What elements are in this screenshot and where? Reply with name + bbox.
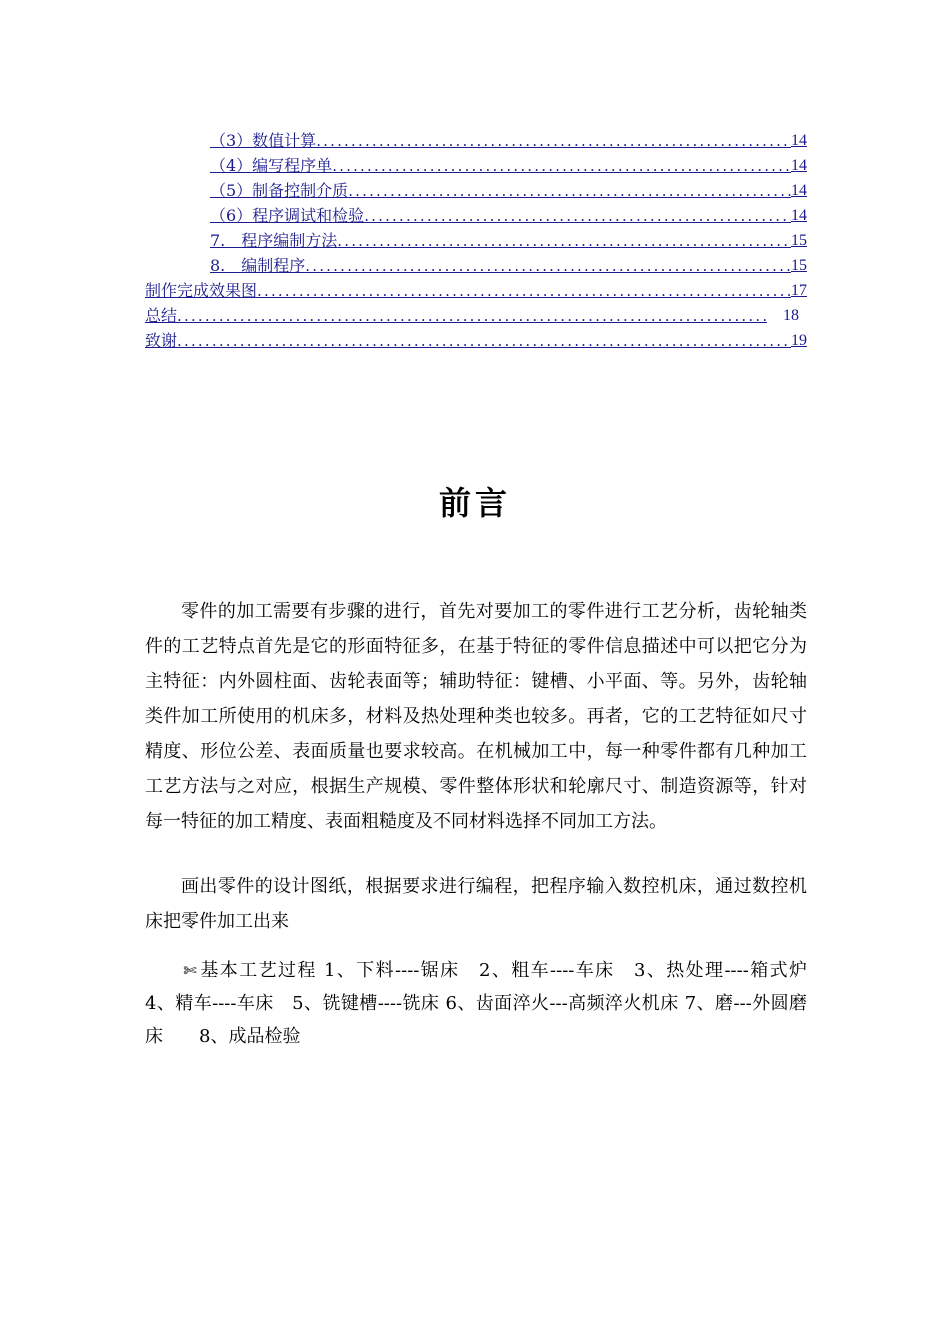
toc-page[interactable]: 14: [791, 157, 807, 174]
toc-page[interactable]: 17: [791, 282, 807, 299]
toc-title[interactable]: 总结: [145, 306, 178, 325]
paragraph: 零件的加工需要有步骤的进行，首先对要加工的零件进行工艺分析，齿轮轴类件的工艺特点首先是它的形面特征多，在基于特征的零件信息描述中可以把它分为主特征：内外圆柱面、齿轮表面等；辅助特征：键槽、小平面、等。另外，齿轮轴类件加工所使用的机床多，材料及热处理种类也较多。再者，它的工艺特征如尺寸精度、形位公差、表面质量也要求较高。在机械加工中，每一种零件都有几种加工工艺方法与之对应，根据生产规模、零件整体形状和轮廓尺寸、制造资源等，针对每一特征的加工精度、表面粗糙度及不同材料选择不同加工方法。: [145, 601, 807, 832]
toc-page[interactable]: 14: [791, 132, 807, 149]
toc-entry[interactable]: [210, 126, 807, 151]
toc-leader: [337, 231, 791, 251]
process-text: 基本工艺过程 1、下料----锯床 2、粗车----车床 3、热处理----箱式炉 4、精车----车床 5、铣键槽----铣床 6、齿面淬火---高频淬火机床 7、磨---外圆磨床 8、成品检验: [145, 960, 825, 1047]
toc-title[interactable]: 8. 编制程序: [210, 256, 306, 275]
toc-leader: [332, 156, 791, 176]
toc-leader: [364, 206, 791, 226]
toc-page[interactable]: 14: [791, 207, 807, 224]
toc-page[interactable]: 15: [791, 232, 807, 249]
toc-leader: [316, 131, 791, 151]
toc-page[interactable]: 19: [791, 332, 807, 349]
toc-title[interactable]: （3）数值计算: [210, 131, 317, 150]
toc-page[interactable]: 14: [791, 182, 807, 199]
toc-leader: [257, 281, 791, 301]
process-paragraph: [145, 954, 825, 1053]
toc-page[interactable]: 18: [783, 307, 799, 324]
toc-entry[interactable]: [145, 326, 807, 351]
toc-entry[interactable]: [145, 276, 807, 301]
toc-entry[interactable]: [210, 151, 807, 176]
paragraph: 画出零件的设计图纸，根据要求进行编程，把程序输入数控机床，通过数控机床把零件加工出来: [145, 876, 807, 932]
toc-entry[interactable]: [210, 226, 807, 251]
toc-title[interactable]: （4）编写程序单: [210, 156, 333, 175]
toc-title[interactable]: 制作完成效果图: [145, 281, 258, 300]
toc-title[interactable]: 致谢: [145, 331, 178, 350]
toc-leader: [348, 181, 791, 201]
table-of-contents: [145, 126, 807, 351]
toc-entry[interactable]: [210, 176, 807, 201]
toc-page[interactable]: 15: [791, 257, 807, 274]
toc-entry[interactable]: [210, 201, 807, 226]
scissors-icon: ✄: [183, 961, 197, 980]
toc-title[interactable]: 7. 程序编制方法: [210, 231, 338, 250]
toc-leader: [177, 306, 767, 326]
toc-title[interactable]: （6）程序调试和检验: [210, 206, 365, 225]
toc-entry[interactable]: [210, 251, 807, 276]
toc-title[interactable]: （5）制备控制介质: [210, 181, 349, 200]
toc-leader: [305, 256, 791, 276]
toc-entry[interactable]: [145, 301, 807, 326]
toc-leader: [177, 331, 791, 351]
section-heading: 前言: [438, 484, 511, 522]
